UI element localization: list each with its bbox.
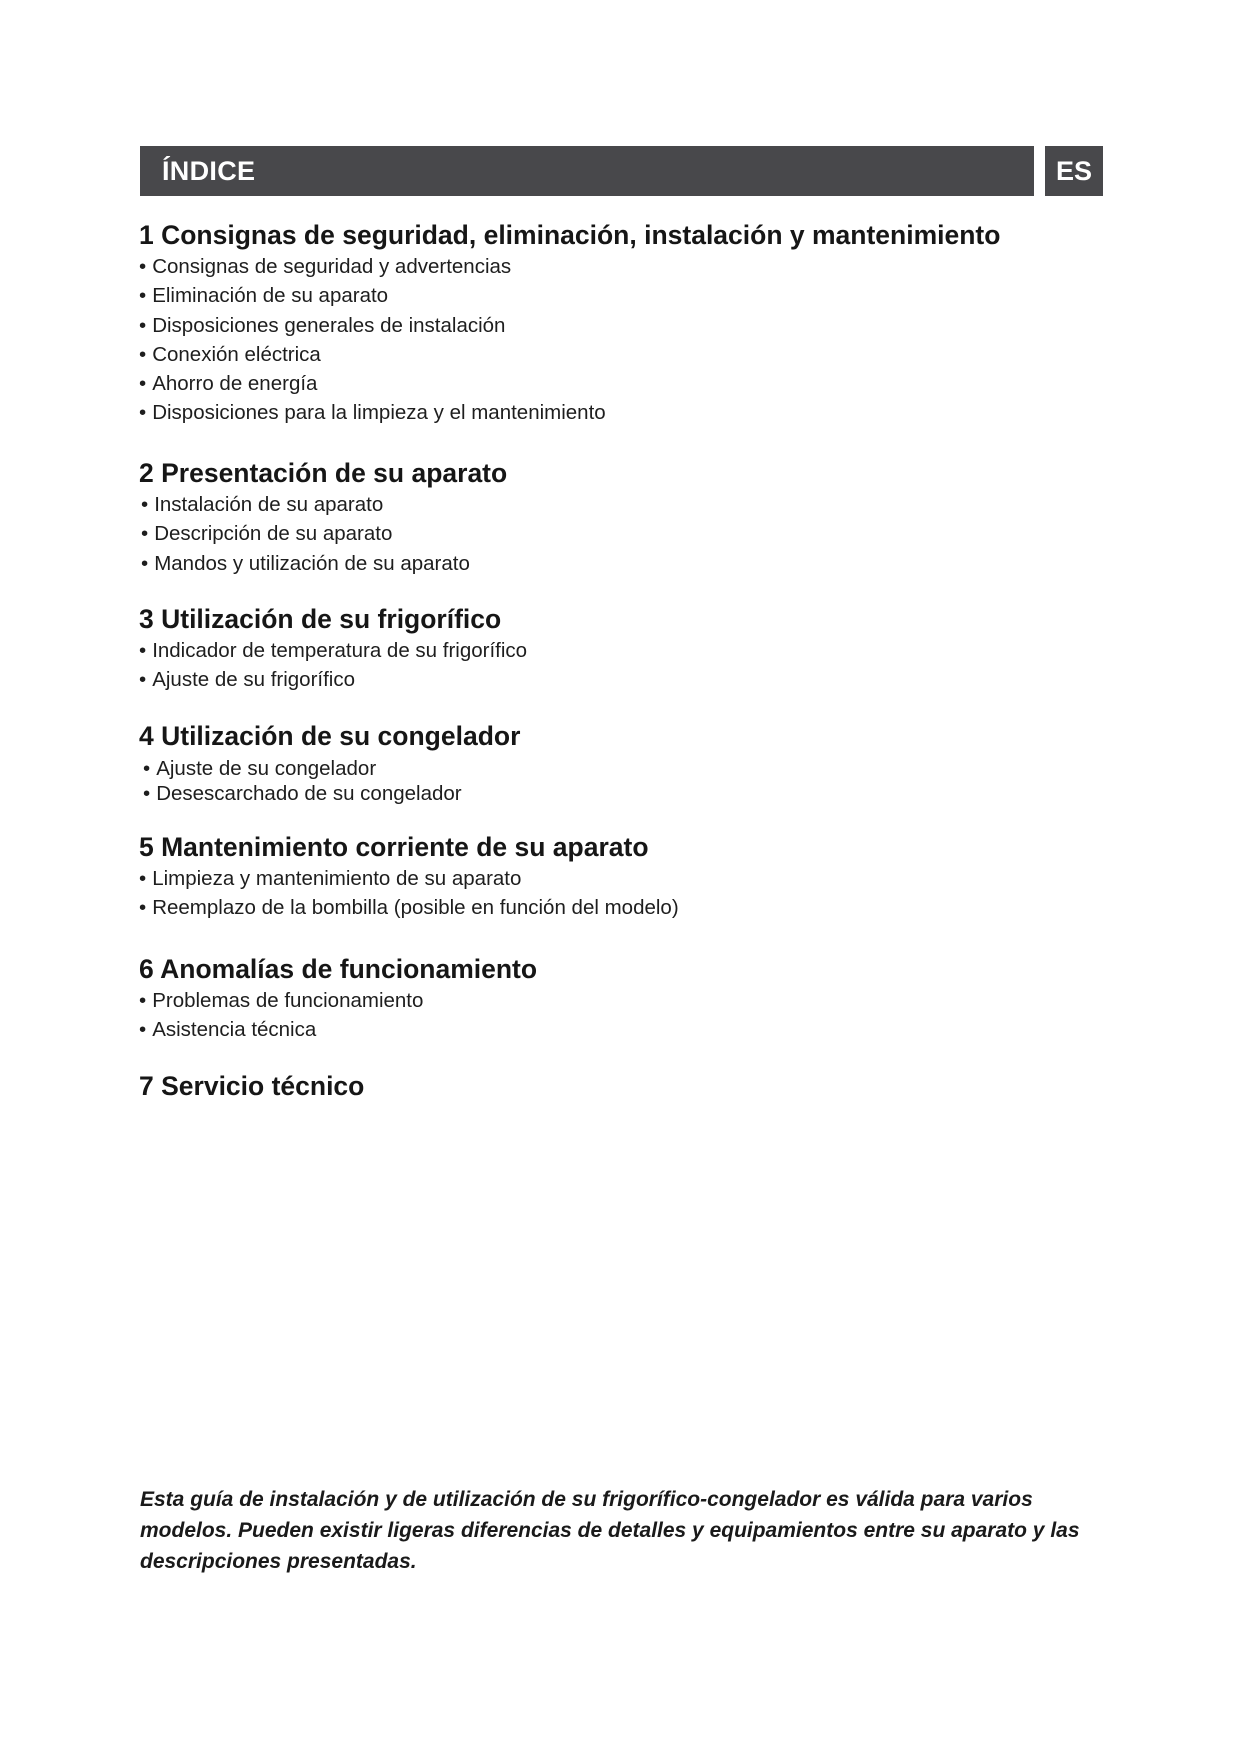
toc-item: • Ajuste de su frigorífico [139,665,527,694]
footer-note: Esta guía de instalación y de utilización de su frigorífico-congelador es válida para varios modelos. Pueden existir ligeras diferencias de detalles y equipamientos entre su aparato y las descripciones presentadas. [140,1488,1080,1573]
toc-item: • Eliminación de su aparato [139,281,1000,310]
language-badge: ES [1045,146,1103,196]
toc-item: • Mandos y utilización de su aparato [141,549,507,578]
toc-section-6 [139,952,537,1045]
toc-section-2 [139,456,507,578]
section-heading: 5 Mantenimiento corriente de su aparato [139,832,649,862]
section-item-list [139,864,679,923]
section-heading: 2 Presentación de su aparato [139,458,508,488]
page-title: ÍNDICE [162,156,256,186]
section-heading: 4 Utilización de su congelador [139,721,521,751]
section-heading: 3 Utilización de su frigorífico [139,604,502,634]
toc-item: • Indicador de temperatura de su frigorífico [139,636,527,665]
toc-item: • Conexión eléctrica [139,340,1000,369]
toc-item: • Asistencia técnica [139,1015,537,1044]
toc-item: • Limpieza y mantenimiento de su aparato [139,864,679,893]
toc-section-4 [139,719,520,806]
toc-item: • Ajuste de su congelador [143,756,520,781]
section-item-list [139,986,537,1045]
section-heading: 6 Anomalías de funcionamiento [139,954,538,984]
header-bar [140,146,1034,196]
toc-item: • Disposiciones generales de instalación [139,311,1000,340]
section-item-list [139,490,507,578]
section-item-list [139,252,1000,428]
toc-item: • Reemplazo de la bombilla (posible en función del modelo) [139,893,679,922]
toc-item: • Descripción de su aparato [141,519,507,548]
toc-item: • Consignas de seguridad y advertencias [139,252,1000,281]
toc-item: • Ahorro de energía [139,369,1000,398]
toc-item: • Problemas de funcionamiento [139,986,537,1015]
toc-section-3 [139,602,527,695]
toc-section-1 [139,218,1000,428]
section-heading: 1 Consignas de seguridad, eliminación, instalación y mantenimiento [139,220,1001,250]
toc-item: • Desescarchado de su congelador [143,781,520,806]
toc-section-7 [139,1069,364,1103]
toc-item: • Disposiciones para la limpieza y el mantenimiento [139,398,1000,427]
toc-item: • Instalación de su aparato [141,490,507,519]
toc-section-5 [139,830,679,923]
section-heading: 7 Servicio técnico [139,1071,365,1101]
section-item-list [139,636,527,695]
section-item-list [139,756,520,806]
